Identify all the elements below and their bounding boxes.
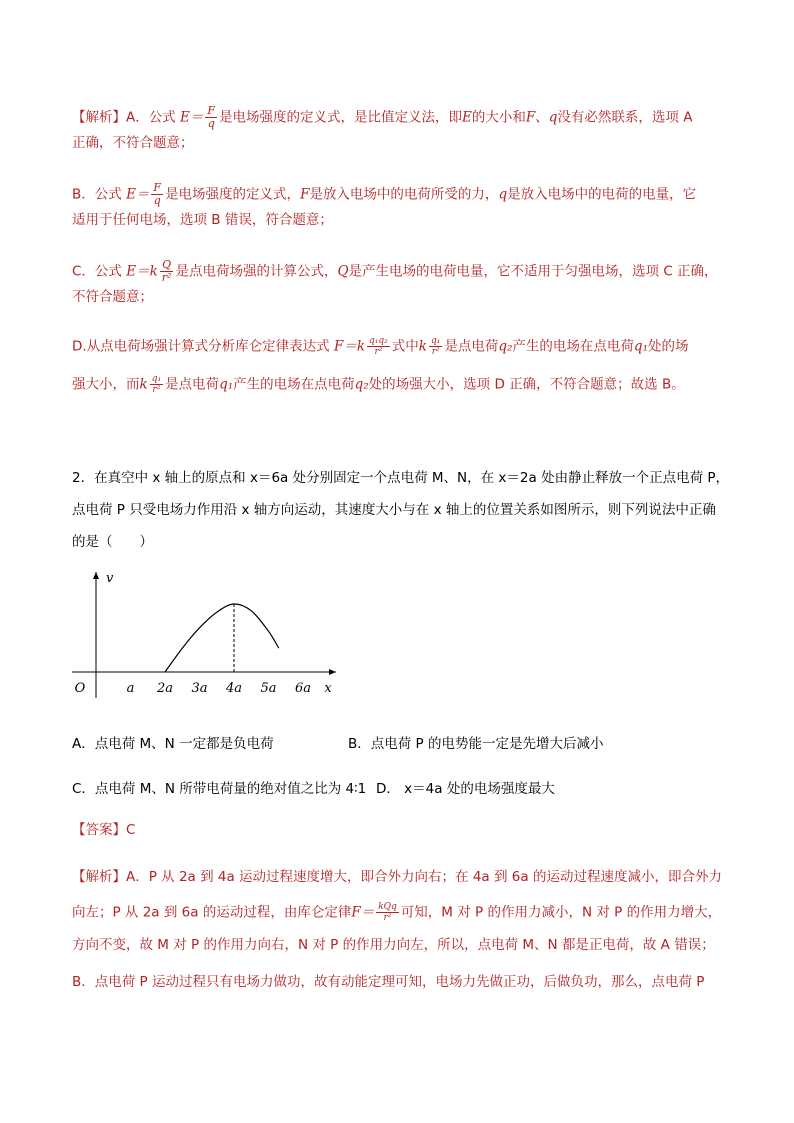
analysis-1-line-6: 不符合题意； <box>72 289 153 305</box>
x-tick-label: 2a <box>156 681 174 696</box>
option-B[interactable]: B．点电荷 P 的电势能一定是先增大后减小 <box>348 736 604 752</box>
question-2 <box>72 462 729 558</box>
analysis-2-line-2: 向左；P 从 2a 到 6a 的运动过程，由库仑定律F＝ $\frac{\text{kQq}}{\text{r²}}$ 可知，M 对 P 的作用力减小，N 对 P 的作用力增大， <box>72 902 722 923</box>
option-A[interactable]: A．点电荷 M、N 一定都是负电荷 <box>72 736 274 752</box>
question-2-line-1: 2．在真空中 x 轴上的原点和 x＝6a 处分别固定一个点电荷 M、N，在 x＝2a 处由静止释放一个正点电荷 P， <box>72 470 729 486</box>
options <box>72 732 724 802</box>
question-2-line-3: 的是（ ） <box>72 534 153 550</box>
fraction-q1-over-r2: $\frac{\text{q₁}}{\text{r²}}$ <box>430 336 441 357</box>
analysis-1-line-3: B．公式 E＝ $\frac{F}{q}$ 是电场强度的定义式，F是放入电场中的电荷所受的力，q是放入电场中的电荷的电量，它 <box>72 181 697 207</box>
x-tick-label: 4a <box>225 681 243 696</box>
fraction-q1q2-over-r2: $\frac{\text{q₁q₂}}{\text{r²}}$ <box>369 336 388 357</box>
fraction-F-over-q: $\frac{F}{q}$ <box>207 104 216 130</box>
analysis-1-line-2: 正确，不符合题意； <box>72 135 194 151</box>
analysis-1-line-5: C．公式 E＝k $\frac{Q}{\text{r²}}$ 是点电荷场强的计算公式，Q是产生电场的电荷电量，它不适用于匀强电场，选项 C 正确， <box>72 258 718 284</box>
velocity-curve <box>165 604 279 672</box>
analysis-1 <box>72 105 724 395</box>
question-2-line-2: 点电荷 P 只受电场力作用沿 x 轴方向运动，其速度大小与在 x 轴上的位置关系如图所示，则下列说法中正确 <box>72 502 716 518</box>
analysis-2-line-4: B．点电荷 P 运动过程只有电场力做功，故有动能定理可知，电场力先做正功，后做负功，那么，点电荷 P <box>72 974 705 990</box>
analysis-2 <box>72 867 724 993</box>
x-tick-label: 6a <box>294 681 312 696</box>
velocity-position-graph <box>66 566 346 706</box>
option-D[interactable]: D． x＝4a 处的电场强度最大 <box>376 781 555 797</box>
fraction-Q-over-r2: $\frac{Q}{\text{r²}}$ <box>161 258 172 284</box>
x-tick-label: 5a <box>260 681 277 696</box>
fraction-F-over-q-b: $\frac{F}{q}$ <box>153 181 162 207</box>
option-C[interactable]: C．点电荷 M、N 所带电荷量的绝对值之比为 4∶1 <box>72 781 367 797</box>
answer-tag: 【答案】 <box>72 822 126 838</box>
analysis-2-line-1: 【解析】A．P 从 2a 到 4a 运动过程速度增大，即合外力向右；在 4a 到 6a 的运动过程速度减小，即合外力 <box>72 869 722 885</box>
analysis-2-line-3: 方向不变，故 M 对 P 的作用力向右，N 对 P 的作用力向左，所以，点电荷 M、N 都是正电荷，故 A 错误； <box>72 937 715 953</box>
y-axis-arrow <box>93 572 99 579</box>
fraction-kQq-over-r2: $\frac{\text{kQq}}{\text{r²}}$ <box>378 902 397 923</box>
analysis-1-line-8: 强大小，而k $\frac{\text{q₁}}{\text{r²}}$ 是点电荷q₁产生的电场在点电荷q₂处的场强大小，选项 D 正确，不符合题意；故选 B。 <box>72 374 685 395</box>
x-tick-label: 3a <box>191 681 208 696</box>
x-axis-label: x <box>324 681 332 696</box>
x-tick-label: a <box>126 681 135 696</box>
analysis-tag: 【解析】 <box>72 109 126 126</box>
y-axis-label: v <box>106 571 114 586</box>
analysis-1-line-1: 【解析】A．公式 E＝ $\frac{F}{q}$ 是电场强度的定义式，是比值定义法，即E的大小和F、q没有必然联系，选项 A <box>72 104 693 130</box>
analysis-tag-2: 【解析】 <box>72 869 126 885</box>
x-axis-arrow <box>329 669 336 675</box>
answer <box>72 820 724 841</box>
fraction-q1-over-r2-b: $\frac{\text{q₁}}{\text{r²}}$ <box>151 374 162 395</box>
analysis-1-line-7: D.从点电荷场强计算式分析库仑定律表达式 F＝k $\frac{\text{q₁q₂}}{\text{r²}}$ 式中k $\frac{\text{q₁}}{\text{r²}}$ 是点电荷q₂产生的电场在点电荷q₁处的场 <box>72 336 689 357</box>
answer-value: C <box>126 822 136 838</box>
analysis-1-line-4: 适用于任何电场，选项 B 错误，符合题意； <box>72 212 333 228</box>
origin-label: O <box>74 681 86 696</box>
